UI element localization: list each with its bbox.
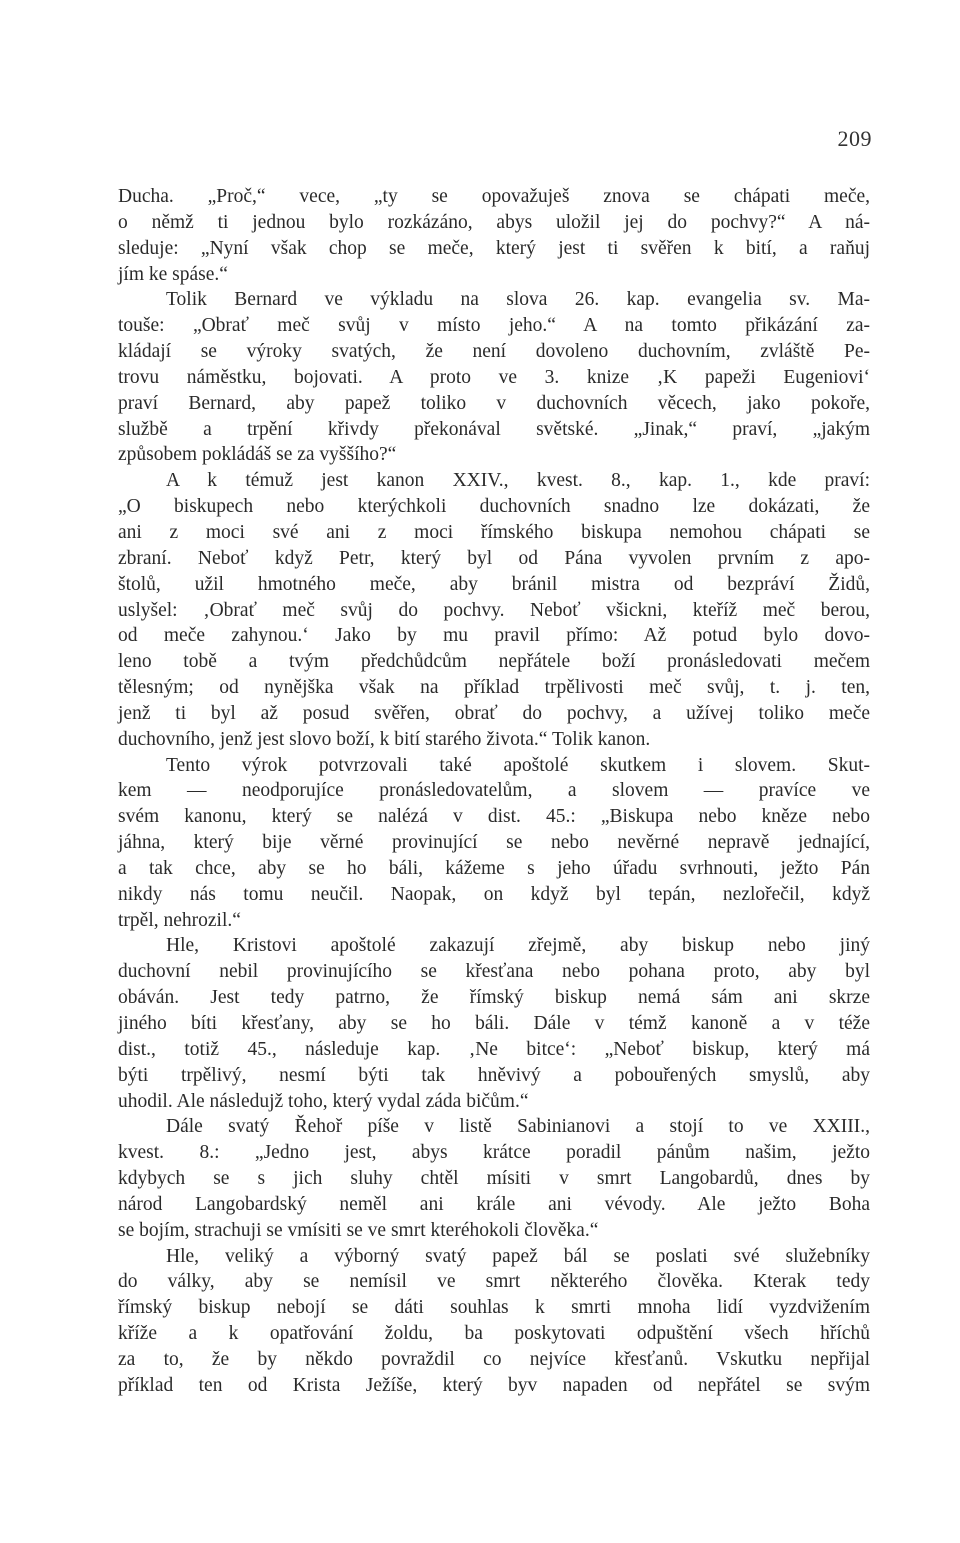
- text-line: kem — neodporujíce pronásledovatelům, a slovem — pravíce ve: [118, 780, 870, 802]
- text-line: praví Bernard, aby papež toliko v duchovních věcech, jako pokoře,: [118, 392, 870, 414]
- text-line: za to, že by někdo povraždil co nejvíce křesťanů. Vskutku nepřijal: [118, 1348, 870, 1370]
- text-line: tělesným; od nynějška však na příklad trpělivosti meč svůj, t. j. ten,: [118, 677, 870, 699]
- text-line: ani z moci své ani z moci římského biskupa nemohou chápati se: [118, 521, 870, 543]
- text-line: nikdy nás tomu neučil. Naopak, on když byl tepán, nezlořečil, když: [118, 883, 870, 905]
- text-line: Hle, veliký a výborný svatý papež bál se poslati své služebníky: [166, 1245, 870, 1267]
- text-line: Hle, Kristovi apoštolé zakazují zřejmě, aby biskup nebo jiný: [166, 935, 870, 957]
- text-line: příklad ten od Krista Ježíše, který byv napaden od nepřátel se svým: [118, 1374, 870, 1396]
- text-line: kdybych se s jich sluhy chtěl mísiti v smrt Langobardů, dnes by: [118, 1168, 870, 1190]
- text-line: A k témuž jest kanon XXIV., kvest. 8., kap. 1., kde praví:: [166, 470, 870, 492]
- text-line: se bojím, strachuji se vmísiti se ve smrt kteréhokoli člověka.“: [118, 1219, 599, 1241]
- text-line: Ducha. „Proč,“ vece, „ty se opovažuješ znova se chápati meče,: [118, 186, 870, 207]
- text-line: Tento výrok potvrzovali také apoštolé skutkem i slovem. Skut-: [166, 754, 870, 776]
- text-line: od meče zahynou.‘ Jako by mu pravil přímo: Až potud bylo dovo-: [118, 625, 870, 647]
- text-line: kvest. 8.: „Jedno jest, abys krátce poradil pánům našim, ježto: [118, 1142, 870, 1164]
- text-line: dist., totiž 45., následuje kap. ‚Ne bitce‘: „Neboť biskup, který má: [118, 1038, 870, 1060]
- body-text: [118, 184, 870, 1399]
- text-line: touše: „Obrať meč svůj v místo jeho.“ A na tomto přikázání za-: [118, 315, 870, 337]
- text-line: jiného bíti křesťany, aby se ho báli. Dále v témž kanoně a v téže: [118, 1013, 870, 1034]
- text-line: a tak chce, aby se ho báli, kážeme s jeho úřadu svrhnouti, ježto Pán: [118, 857, 870, 879]
- text-line: Dále svatý Řehoř píše v listě Sabinianovi a stojí to ve XXIII.,: [166, 1116, 870, 1138]
- text-line: leno tobě a tvým předchůdcům nepřátele boží pronásledovati mečem: [118, 651, 870, 673]
- text-line: o němž ti jednou bylo rozkázáno, abys uložil jej do pochvy?“ A ná-: [118, 211, 870, 233]
- text-line: býti trpělivý, nesmí býti tak hněvivý a pobouřených smyslů, aby: [118, 1064, 870, 1086]
- text-line: duchovního, jenž jest slovo boží, k bití starého života.“ Tolik kanon.: [118, 728, 651, 750]
- text-line: jenž ti byl až posud svěřen, obrať do pochvy, a užívej toliko meče: [118, 702, 870, 724]
- text-line: uslyšel: ‚Obrať meč svůj do pochvy. Neboť všickni, kteříž meč berou,: [118, 599, 870, 621]
- text-line: do války, aby se nemísil ve smrt některého člověka. Kterak tedy: [118, 1271, 870, 1293]
- page-number: 209: [837, 126, 872, 151]
- text-line: duchovní nebil provinujícího se křesťana nebo pohana proto, aby byl: [118, 961, 870, 983]
- text-line: způsobem pokládáš se za vyššího?“: [118, 444, 397, 466]
- text-line: Tolik Bernard ve výkladu na slova 26. kap. evangelia sv. Ma-: [166, 289, 870, 311]
- text-line: římský biskup nebojí se dáti souhlas k smrti mnoha lidí vyzdvižením: [118, 1297, 870, 1319]
- text-line: službě a trpění křivdy překonával světské. „Jinak,“ praví, „jakým: [118, 418, 870, 440]
- text-line: „O biskupech nebo kterýchkoli duchovních snadno lze dokázati, že: [118, 496, 870, 518]
- text-line: národ Langobardský neměl ani krále ani vévody. Ale ježto Boha: [118, 1193, 870, 1215]
- text-line: kládají se výroky svatých, že není dovoleno duchovním, zvláště Pe-: [118, 341, 870, 363]
- text-line: svém kanonu, který se nalézá v dist. 45.: „Biskupa nebo kněze nebo: [118, 806, 870, 828]
- text-line: zbraní. Neboť když Petr, který byl od Pána vyvolen prvním z apo-: [118, 547, 870, 569]
- text-line: jím ke spáse.“: [118, 263, 228, 285]
- text-line: uhodil. Ale následujž toho, který vydal záda bičům.“: [118, 1090, 529, 1112]
- text-line: kříže a k opatřování žoldu, ba poskytovati odpuštění všech hříchů: [118, 1323, 870, 1345]
- text-line: štolů, užil hmotného meče, aby bránil mistra od bezpráví Židů,: [118, 573, 870, 595]
- text-line: trovu náměstku, bojovati. A proto ve 3. knize ‚K papeži Eugeniovi‘: [118, 366, 870, 388]
- text-line: sleduje: „Nyní však chop se meče, který jest ti svěřen k bití, a raňuj: [118, 237, 870, 259]
- text-line: trpěl, nehrozil.“: [118, 909, 241, 931]
- text-line: obáván. Jest tedy patrno, že římský biskup nemá sám ani skrze: [118, 987, 870, 1009]
- text-line: jáhna, který bije věrné provinující se nebo nevěrné nepravě jednající,: [118, 832, 870, 854]
